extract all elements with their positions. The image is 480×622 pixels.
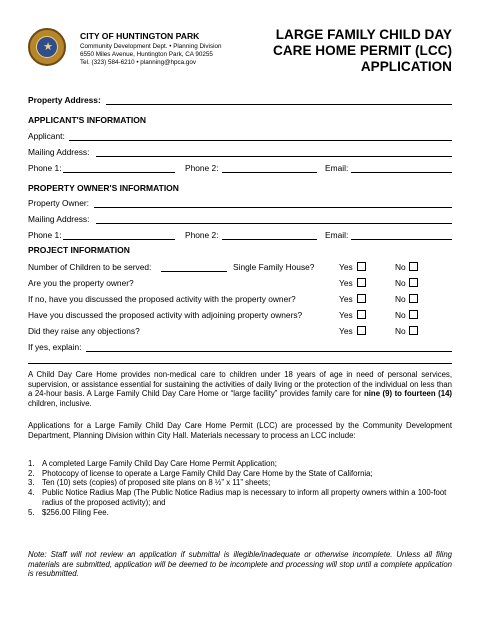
city-name: CITY OF HUNTINGTON PARK (80, 31, 200, 41)
city-seal (28, 28, 66, 66)
applicant-mailing-field[interactable] (96, 156, 452, 157)
property-address-field[interactable] (106, 104, 452, 105)
owner-email-field[interactable] (351, 239, 452, 240)
owner-phone2-label: Phone 2: (185, 230, 219, 240)
list-item (28, 459, 452, 469)
owner-heading: PROPERTY OWNER'S INFORMATION (28, 183, 179, 193)
yes-label: Yes (339, 278, 353, 288)
seal-emblem-icon: ★ (36, 36, 58, 58)
property-address-label: Property Address: (28, 95, 101, 105)
description-tail: children, inclusive. (28, 399, 92, 409)
objections-yes-checkbox[interactable] (357, 326, 366, 335)
list-item-number: 3. (28, 478, 35, 488)
children-count-field[interactable] (161, 271, 227, 272)
list-item-text: Public Notice Radius Map (The Public Notice Radius map is necessary to inform all property owners within a 100-foot radius of the proposed activity); and (42, 488, 447, 507)
objections-no-checkbox[interactable] (409, 326, 418, 335)
applicant-label: Applicant: (28, 131, 65, 141)
discussed-neighbors-no-checkbox[interactable] (409, 310, 418, 319)
owner-phone1-label: Phone 1: (28, 230, 62, 240)
applicant-phone2-label: Phone 2: (185, 163, 219, 173)
no-label: No (395, 310, 406, 320)
list-item (28, 478, 452, 488)
list-item (28, 508, 452, 518)
description-emphasis: nine (9) to fourteen (14) (364, 389, 452, 399)
description-text: A Child Day Care Home provides non-medical care to children under 18 years of age in need of personal services, supervision, or assistance essential for sustaining the activities of daily living or the protection of the individual on less than a 24-hour basis. A Large Family Child Day Care Home or “large facility” provides family care for (28, 370, 452, 399)
list-item (28, 469, 452, 479)
requirements-list (28, 459, 452, 517)
form-title (252, 27, 452, 75)
owner-phone2-field[interactable] (222, 239, 317, 240)
list-item-text: A completed Large Family Child Day Care Home Permit Application; (42, 459, 277, 468)
discussed-owner-yes-checkbox[interactable] (357, 294, 366, 303)
single-family-label: Single Family House? (233, 262, 315, 272)
owner-yes-checkbox[interactable] (357, 278, 366, 287)
list-item-text: Photocopy of license to operate a Large Family Child Day Care Home by the State of California; (42, 468, 373, 478)
single-family-yes-checkbox[interactable] (357, 262, 366, 271)
applicant-phone2-field[interactable] (222, 172, 317, 173)
contact-line: Tel. (323) 584-6210 • planning@hpca.gov (80, 59, 197, 66)
list-item-number: 2. (28, 468, 35, 478)
owner-field[interactable] (94, 207, 452, 208)
yes-label: Yes (339, 310, 353, 320)
applicant-phone1-label: Phone 1: (28, 163, 62, 173)
owner-email-label: Email: (325, 230, 349, 240)
applicant-email-field[interactable] (351, 172, 452, 173)
title-line-2: CARE HOME PERMIT (LCC) (273, 43, 452, 58)
yes-label: Yes (339, 326, 353, 336)
yes-label: Yes (339, 294, 353, 304)
list-item-number: 4. (28, 488, 35, 498)
owner-question-label: Are you the property owner? (28, 278, 134, 288)
objections-question-label: Did they raise any objections? (28, 326, 140, 336)
discussed-owner-question-label: If no, have you discussed the proposed activity with the property owner? (28, 294, 296, 304)
no-label: No (395, 294, 406, 304)
title-line-3: APPLICATION (360, 59, 452, 74)
department-line: Community Development Dept. • Planning Division (80, 43, 222, 50)
discussed-neighbors-yes-checkbox[interactable] (357, 310, 366, 319)
owner-phone1-field[interactable] (63, 239, 175, 240)
list-item-number: 1. (28, 459, 35, 468)
explain-field[interactable] (86, 351, 452, 352)
single-family-no-checkbox[interactable] (409, 262, 418, 271)
title-line-1: LARGE FAMILY CHILD DAY (275, 27, 452, 42)
no-label: No (395, 262, 406, 272)
owner-label: Property Owner: (28, 198, 89, 208)
discussed-owner-no-checkbox[interactable] (409, 294, 418, 303)
list-item-text: $256.00 Filing Fee. (42, 507, 109, 517)
description-paragraph (28, 370, 452, 409)
explain-label: If yes, explain: (28, 342, 82, 352)
applicant-heading: APPLICANT'S INFORMATION (28, 115, 147, 125)
processing-paragraph: Applications for a Large Family Child Day Care Home Permit (LCC) are processed by the Community Development Department, Planning Division within City Hall. Materials necessary to process an LCC include: (28, 421, 452, 440)
project-heading: PROJECT INFORMATION (28, 245, 130, 255)
applicant-email-label: Email: (325, 163, 349, 173)
staff-note: Note: Staff will not review an application if submittal is illegible/inadequate or otherwise incomplete. Unless all filing materials are submitted, application will be deemed to be incomplete and processing will stop until a complete application is resubmitted. (28, 550, 452, 579)
applicant-phone1-field[interactable] (63, 172, 175, 173)
list-item-text: Ten (10) sets (copies) of proposed site plans on 8 ½” x 11” sheets; (42, 478, 271, 488)
owner-mailing-field[interactable] (96, 223, 452, 224)
owner-no-checkbox[interactable] (409, 278, 418, 287)
no-label: No (395, 326, 406, 336)
no-label: No (395, 278, 406, 288)
section-divider (28, 363, 452, 364)
address-line: 6550 Miles Avenue, Huntington Park, CA 90255 (80, 51, 213, 58)
applicant-mailing-label: Mailing Address: (28, 147, 90, 157)
owner-mailing-label: Mailing Address: (28, 214, 90, 224)
discussed-neighbors-question-label: Have you discussed the proposed activity with adjoining property owners? (28, 310, 303, 320)
list-item (28, 488, 452, 507)
applicant-field[interactable] (69, 140, 452, 141)
yes-label: Yes (339, 262, 353, 272)
children-count-label: Number of Children to be served: (28, 262, 152, 272)
list-item-number: 5. (28, 507, 35, 517)
